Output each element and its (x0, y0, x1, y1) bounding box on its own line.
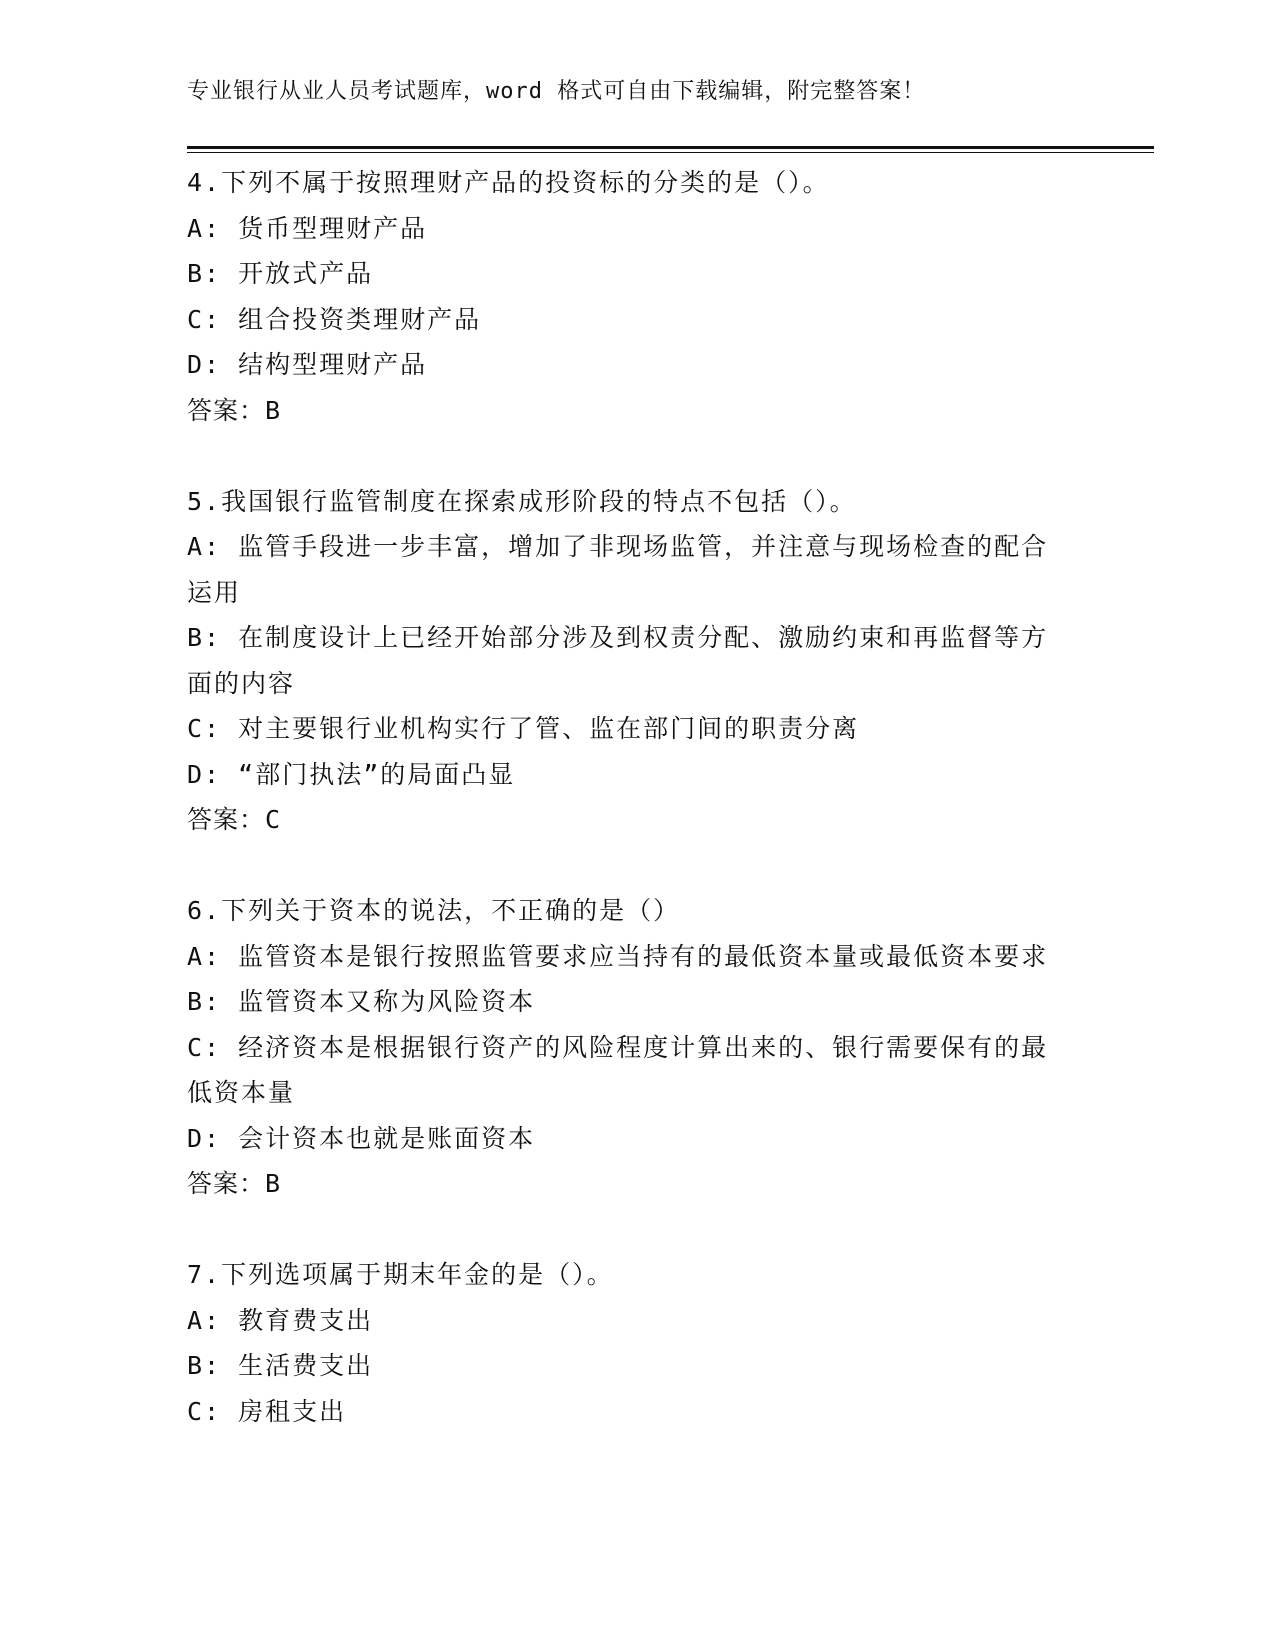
answer: 答案：B (187, 395, 282, 425)
page-header: 专业银行从业人员考试题库，word 格式可自由下载编辑，附完整答案！ (187, 79, 926, 104)
question-title: 7.下列选项属于期末年金的是（）。 (187, 1260, 614, 1289)
header-rule-thin (187, 152, 1154, 153)
question-7 (187, 1252, 1067, 1434)
option-d: D: 会计资本也就是账面资本 (187, 1123, 536, 1153)
question-title: 5.我国银行监管制度在探索成形阶段的特点不包括（）。 (187, 486, 857, 516)
option-b: B: 生活费支出 (187, 1351, 374, 1380)
option-a: A: 监管资本是银行按照监管要求应当持有的最低资本量或最低资本要求 (187, 941, 1049, 971)
answer: 答案：B (187, 1169, 282, 1198)
question-5 (187, 479, 1067, 843)
option-c: C: 经济资本是根据银行资产的风险程度计算出来的、银行需要保有的最低资本量 (187, 1032, 1049, 1107)
option-d: D: “部门执法”的局面凸显 (187, 759, 516, 789)
option-b: B: 在制度设计上已经开始部分涉及到权责分配、激励约束和再监督等方面的内容 (187, 623, 1049, 698)
question-4 (187, 160, 1067, 433)
option-c: C: 房租支出 (187, 1396, 347, 1426)
question-list (187, 160, 1067, 1480)
option-a: A: 教育费支出 (187, 1305, 374, 1335)
question-title: 6.下列关于资本的说法，不正确的是（） (187, 896, 681, 925)
option-d: D: 结构型理财产品 (187, 350, 428, 379)
question-6 (187, 888, 1067, 1207)
question-title: 4.下列不属于按照理财产品的投资标的分类的是（）。 (187, 168, 830, 197)
option-b: B: 开放式产品 (187, 259, 374, 288)
answer: 答案：C (187, 805, 282, 834)
option-a: A: 货币型理财产品 (187, 213, 428, 243)
header-rule-thick (187, 146, 1154, 149)
option-c: C: 对主要银行业机构实行了管、监在部门间的职责分离 (187, 714, 860, 743)
option-c: C: 组合投资类理财产品 (187, 304, 482, 334)
option-a: A: 监管手段进一步丰富，增加了非现场监管，并注意与现场检查的配合运用 (187, 532, 1049, 607)
option-b: B: 监管资本又称为风险资本 (187, 987, 536, 1016)
